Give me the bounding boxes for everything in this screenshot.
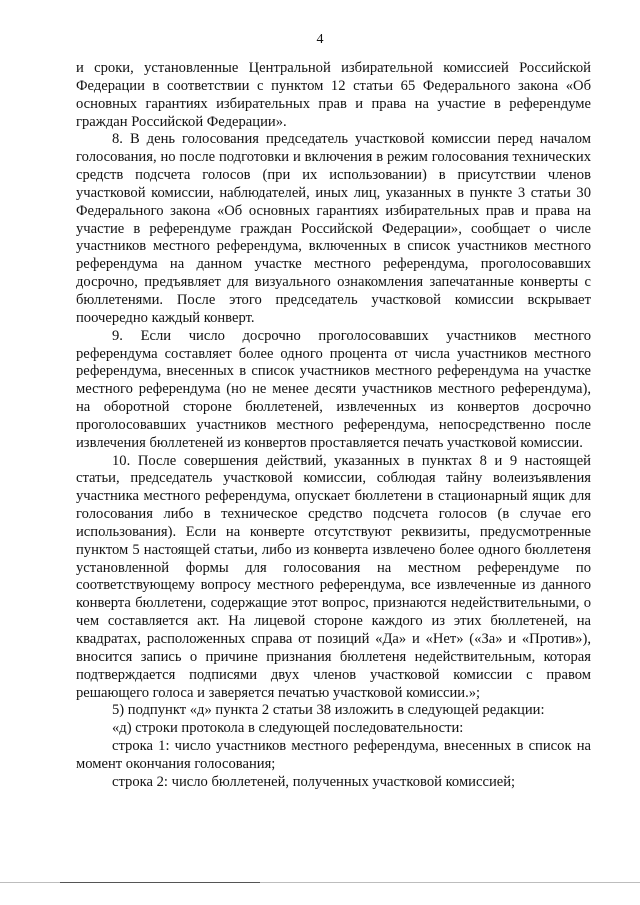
footer-rule-dark (60, 882, 260, 883)
document-body (76, 60, 591, 792)
page-number: 4 (316, 32, 324, 47)
paragraph-item-8: 8. В день голосования председатель участковой комиссии перед началом голосования, но после подготовки и включения в режим голосования технических средств подсчета голосов (при их использовании) в присутствии членов участковой комиссии, наблюдателей, иных лиц, указанных в пункте 3 статьи 30 Федерального закона «Об основных гарантиях избирательных прав и права на участие в референдуме граждан Российской Федерации», сообщает о числе участников местного референдума, включенных в список участников местного референдума на данном участке местного референдума, проголосовавших досрочно, предъявляет для визуального ознакомления запечатанные конверты с бюллетенями. После этого председатель участковой комиссии вскрывает поочередно каждый конверт. (76, 131, 591, 326)
paragraph-amendment-5: 5) подпункт «д» пункта 2 статьи 38 изложить в следующей редакции: (112, 702, 545, 719)
paragraph-continuation: и сроки, установленные Центральной избирательной комиссией Российской Федерации в соответствии с пунктом 12 статьи 65 Федерального закона «Об основных гарантиях избирательных прав и права на участие в референдуме граждан Российской Федерации». (76, 60, 591, 130)
paragraph-subitem-d: «д) строки протокола в следующей последовательности: (112, 720, 464, 737)
paragraph-line-2: строка 2: число бюллетеней, полученных участковой комиссией; (112, 773, 516, 790)
paragraph-item-10: 10. После совершения действий, указанных в пунктах 8 и 9 настоящей статьи, председатель участковой комиссии, соблюдая тайну волеизъявления участника местного референдума, опускает бюллетени в стационарный ящик для голосования либо в техническое средство подсчета голосов (в случае его использования). Если на конверте отсутствуют реквизиты, предусмотренные пунктом 5 настоящей статьи, либо из конверта извлечено более одного бюллетеня установленной формы для голосования на местном референдуме по соответствующему вопросу местного референдума, все извлеченные из данного конверта бюллетени, содержащие этот вопрос, признаются недействительными, о чем составляется акт. На лицевой стороне каждого из этих бюллетеней, на квадратах, расположенных справа от позиций «Да» и «Нет» («За» и «Против»), вносится запись о причине признания бюллетеня недействительным, которая подтверждается подписями двух членов участковой комиссии с правом решающего голоса и заверяется печатью участковой комиссии.»; (76, 452, 591, 701)
paragraph-item-9: 9. Если число досрочно проголосовавших участников местного референдума составляет более одного процента от числа участников местного референдума, внесенных в список участников местного референдума на участке местного референдума (но не менее десяти участников местного референдума), на оборотной стороне бюллетеней, извлеченных из конвертов досрочно проголосовавших участников местного референдума, непосредственно после извлечения бюллетеней из конвертов проставляется печать участковой комиссии. (76, 327, 591, 451)
paragraph-line-1: строка 1: число участников местного референдума, внесенных в список на момент окончания голосования; (76, 738, 591, 772)
